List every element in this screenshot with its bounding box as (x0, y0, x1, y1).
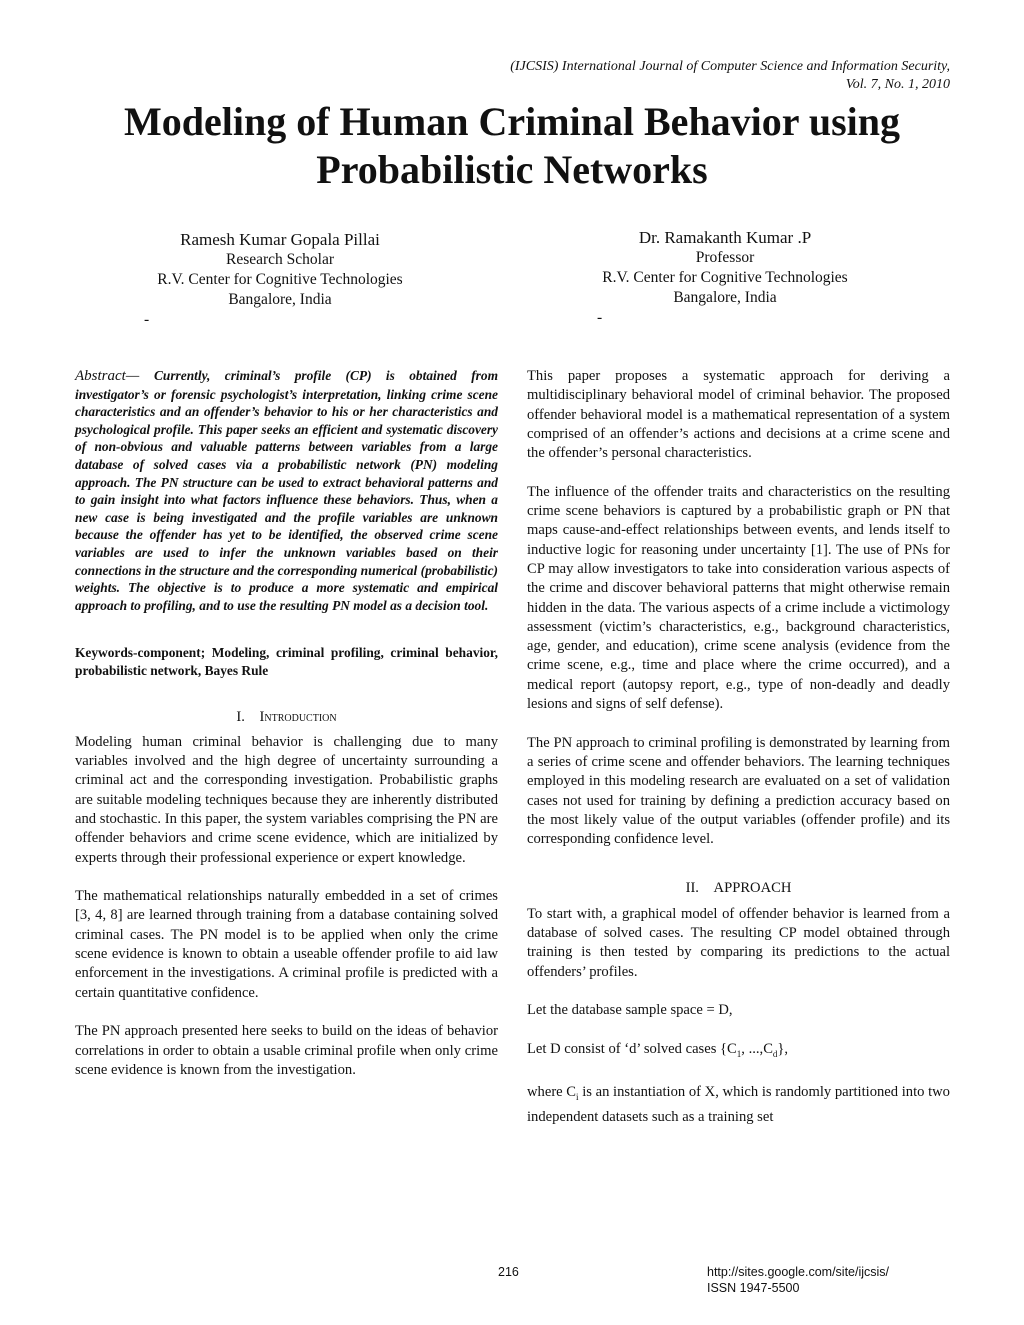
paragraph (527, 1083, 950, 1127)
author-extra: - (597, 309, 603, 326)
author-location: Bangalore, India (228, 291, 332, 308)
section-heading-approach (527, 879, 950, 898)
journal-header (510, 58, 950, 94)
section-title: APPROACH (713, 880, 792, 897)
keywords: Keywords-component; Modeling, criminal profiling, criminal behavior, probabilistic network, Bayes Rule (75, 645, 498, 678)
paragraph: The mathematical relationships naturally embedded in a set of crimes [3, 4, 8] are learned through training from a database containing solved criminal cases. The PN model is to be applied when only the crime scene evidence is known to obtain a useable offender profile to aid law enforcement in the investigations. A criminal profile is predicted with a certain quantitative confidence. (75, 888, 498, 1001)
text: , ...,C (741, 1040, 773, 1057)
footer-url[interactable]: http://sites.google.com/site/ijcsis/ (707, 1265, 890, 1279)
author-role: Professor (695, 249, 755, 266)
author-1 (130, 230, 430, 330)
author-affiliation: R.V. Center for Cognitive Technologies (602, 269, 848, 286)
text: }, (777, 1040, 789, 1057)
author-role: Research Scholar (225, 251, 335, 268)
abstract (75, 367, 498, 614)
paragraph: The influence of the offender traits and characteristics on the resulting crime scene behaviors is captured by a probabilistic graph or PN that maps cause-and-effect relationships between events, and lends itself to inductive logic for reasoning under uncertainty [1]. The use of PNs for CP may allow investigators to take into consideration various aspects of the crime and discover behavioral patterns that might otherwise remain hidden in the data. The various aspects of a crime include a victimology assessment (victim’s characteristics, e.g., background characteristics, age, gender, and education), crime scene analysis (evidence from the crime scene, e.g., time and place where the crime occurred), and a medical report (autopsy report, e.g., type of non-deadly and deadly lesions and signs of self defense). (527, 483, 950, 713)
title-line-2: Probabilistic Networks (316, 147, 708, 192)
left-column (75, 367, 498, 1099)
text: where C (527, 1084, 577, 1101)
section-number: I. (236, 708, 245, 725)
author-name: Dr. Ramakanth Kumar .P (638, 228, 812, 247)
right-column (527, 367, 950, 1146)
author-affiliation: R.V. Center for Cognitive Technologies (157, 271, 403, 288)
paper-title (0, 98, 1024, 194)
paragraph: The PN approach presented here seeks to build on the ideas of behavior correlations in order to obtain a usable criminal profile when only crime scene evidence is known from the investigation. (75, 1023, 498, 1078)
subscript: i (576, 1092, 579, 1103)
paragraph (527, 1040, 950, 1064)
section-title: Introduction (259, 708, 337, 725)
paragraph: Modeling human criminal behavior is challenging due to many variables involved and the high degree of uncertainty surrounding a criminal act and the corresponding investigation. Probabilistic graphs are suitable modeling techniques because they are inherently distributed and stochastic. In this paper, the system variables comprising the PN are offender behaviors and crime scene evidence, which are initialized by experts through their professional experience or expert knowledge. (75, 733, 498, 866)
author-location: Bangalore, India (673, 289, 777, 306)
paragraph: The PN approach to criminal profiling is demonstrated by learning from a series of crime scene and offender behaviors. The learning techniques employed in this modeling research are evaluated on a set of validation cases not used for training by defining a prediction accuracy based on the most likely value of the output variables (offender profile) and its corresponding confidence level. (527, 734, 950, 848)
paragraph: To start with, a graphical model of offender behavior is learned from a database of solved cases. The resulting CP model obtained through training is then tested by comparing its predictions to the actual offenders’ profiles. (527, 905, 950, 980)
author-extra: - (144, 311, 150, 328)
page-number: 216 (498, 1265, 519, 1279)
text: Let D consist of ‘d’ solved cases {C (527, 1040, 737, 1057)
paragraph: This paper proposes a systematic approach for deriving a multidisciplinary behavioral model of criminal behavior. The proposed offender behavioral model is a mathematical representation of a system comprised of an offender’s actions and decisions at a crime scene and the offender’s personal characteristics. (527, 368, 950, 462)
author-2 (575, 228, 875, 328)
author-name: Ramesh Kumar Gopala Pillai (180, 230, 380, 249)
journal-name: (IJCSIS) International Journal of Computer Science and Information Security, (510, 59, 950, 74)
abstract-label: Abstract (75, 368, 126, 384)
section-number: II. (685, 880, 699, 897)
abstract-text: Currently, criminal’s profile (CP) is obtained from investigator’s or forensic psychologist’s interpretation, linking crime scene characteristics and an offender’s behavior to his or her characteristics and psychological profile. This paper seeks an efficient and systematic discovery of non-obvious and valuable patterns between variables from a large database of solved cases via a probabilistic network (PN) modeling approach. The PN structure can be used to extract behavioral patterns and to gain insight into what factors influence these behaviors. Thus, when a new case is being investigated and the profile variables are unknown because the offender has yet to be identified, the observed crime scene variables are used to infer the unknown variables based on their connections in the structure and the corresponding numerical (probabilistic) weights. The objective is to produce a more systematic and empirical approach to profiling, and to use the resulting PN model as a decision tool. (75, 368, 498, 613)
section-heading-introduction (75, 708, 498, 727)
subscript: 1 (736, 1048, 742, 1059)
paragraph: Let the database sample space = D, (527, 1002, 733, 1019)
footer-info (707, 1264, 889, 1296)
subscript: d (772, 1048, 778, 1059)
title-line-1: Modeling of Human Criminal Behavior using (123, 99, 900, 144)
footer-issn: ISSN 1947-5500 (707, 1281, 800, 1295)
text: is an instantiation of X, which is randomly partitioned into two independent datasets such as a training set (527, 1084, 950, 1125)
abstract-dash: — (125, 368, 154, 384)
journal-volume: Vol. 7, No. 1, 2010 (845, 77, 950, 92)
